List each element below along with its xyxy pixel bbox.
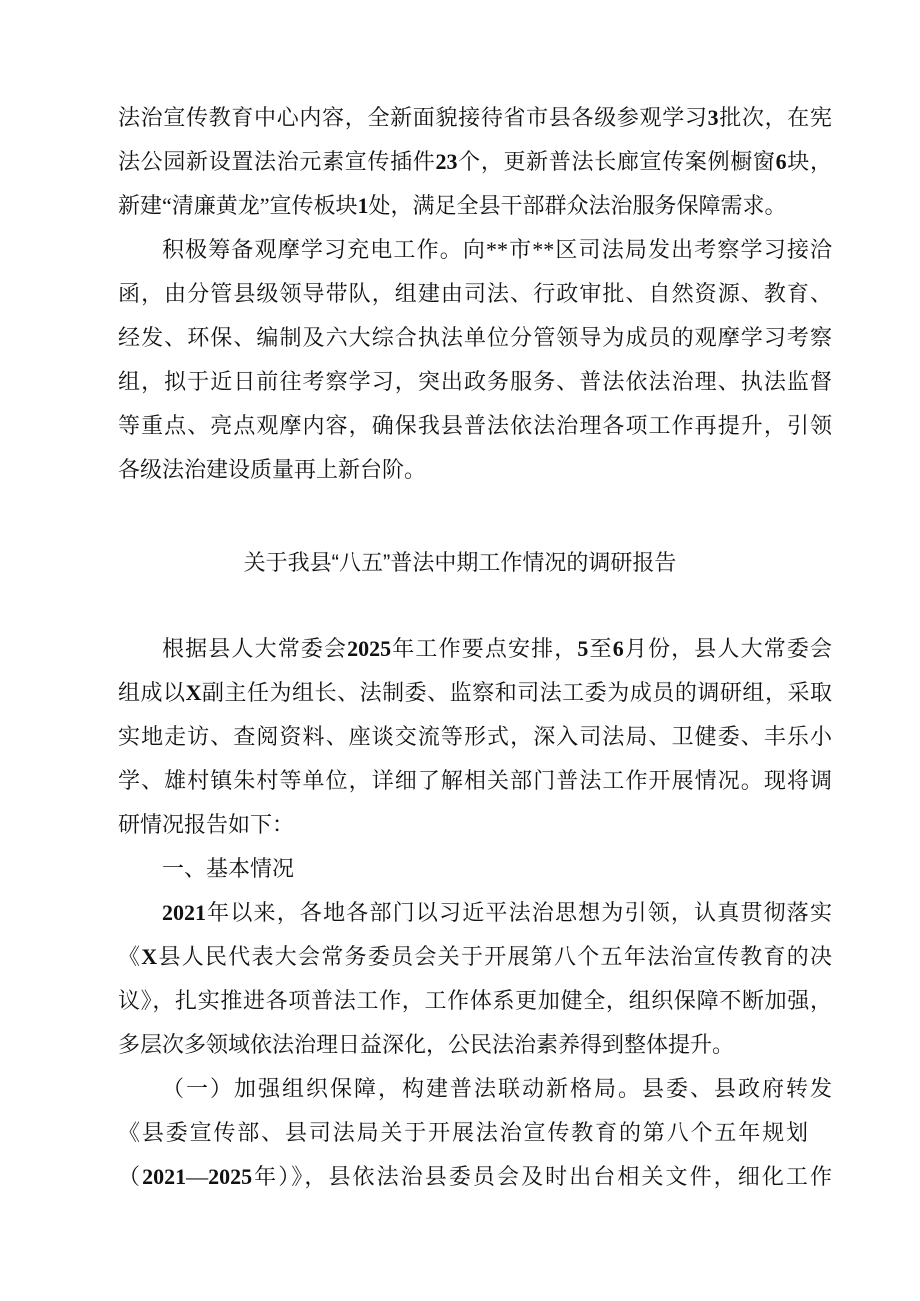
- latin-text: 2025: [347, 636, 392, 661]
- paragraph-observation-study: [118, 228, 832, 492]
- latin-text: 3: [707, 105, 719, 130]
- paragraph-item-1: [118, 1067, 832, 1199]
- text-line: 实地走访、查阅资料、座谈交流等形式，深入司法局、卫健委、丰乐小: [118, 724, 832, 749]
- document-page: [118, 96, 832, 1199]
- text-line: 议》，扎实推进各项普法工作，工作体系更加健全，组织保障不断加强，: [118, 988, 832, 1013]
- text-line: 各级法治建设质量再上新台阶。: [118, 457, 427, 482]
- text-line: 法公园新设置法治元素宣传插件23个，更新普法长廊宣传案例橱窗6块，: [118, 149, 832, 174]
- paragraph-overview: [118, 891, 832, 1067]
- text-line: 《X县人民代表大会常务委员会关于开展第八个五年法治宣传教育的决: [118, 944, 832, 969]
- latin-text: 2025: [208, 1164, 253, 1189]
- text-line: 积极筹备观摩学习充电工作。向**市**区司法局发出考察学习接洽: [162, 237, 832, 262]
- text-line: （一）加强组织保障，构建普法联动新格局。县委、县政府转发: [162, 1076, 832, 1101]
- latin-text: 6: [775, 149, 787, 174]
- text-line: （2021—2025年）》，县依法治县委员会及时出台相关文件，细化工作: [118, 1164, 832, 1189]
- text-line: 研情况报告如下：: [118, 812, 295, 837]
- text-line: 组，拟于近日前往考察学习，突出政务服务、普法依法治理、执法监督: [118, 369, 832, 394]
- text-line: 2021年以来，各地各部门以习近平法治思想为引领，认真贯彻落实: [162, 900, 832, 925]
- latin-text: 2021: [142, 1164, 187, 1189]
- text-line: 经发、环保、编制及六大综合执法单位分管领导为成员的观摩学习考察: [118, 325, 832, 350]
- latin-text: 5: [577, 636, 589, 661]
- text-line: 《县委宣传部、县司法局关于开展法治宣传教育的第八个五年规划: [118, 1120, 808, 1145]
- text-line: 根据县人大常委会2025年工作要点安排，5至6月份，县人大常委会: [162, 636, 832, 661]
- text-line: 函，由分管县级领导带队，组建由司法、行政审批、自然资源、教育、: [118, 281, 832, 306]
- paragraph-intro: [118, 627, 832, 847]
- text-line: 学、雄村镇朱村等单位，详细了解相关部门普法工作开展情况。现将调: [118, 768, 832, 793]
- text-line: 等重点、亮点观摩内容，确保我县普法依法治理各项工作再提升，引领: [118, 413, 832, 438]
- text-line: 多层次多领域依法治理日益深化，公民法治素养得到整体提升。: [118, 1032, 735, 1057]
- text-line: 组成以X副主任为组长、法制委、监察和司法工委为成员的调研组，采取: [118, 680, 832, 705]
- latin-text: 2021: [162, 900, 206, 925]
- latin-text: 23: [435, 149, 458, 174]
- latin-text: 1: [357, 193, 369, 218]
- paragraph-continued: [118, 96, 832, 228]
- report-title: 关于我县“八五”普法中期工作情况的调研报告: [243, 550, 677, 575]
- text-line: 法治宣传教育中心内容，全新面貌接待省市县各级参观学习3批次，在宪: [118, 105, 832, 130]
- text-line: 新建“清廉黄龙”宣传板块1处，满足全县干部群众法治服务保障需求。: [118, 193, 787, 218]
- latin-text: X: [141, 944, 158, 969]
- latin-text: 6: [612, 636, 624, 661]
- latin-text: X: [185, 680, 202, 705]
- section-heading: 一、基本情况: [162, 856, 295, 881]
